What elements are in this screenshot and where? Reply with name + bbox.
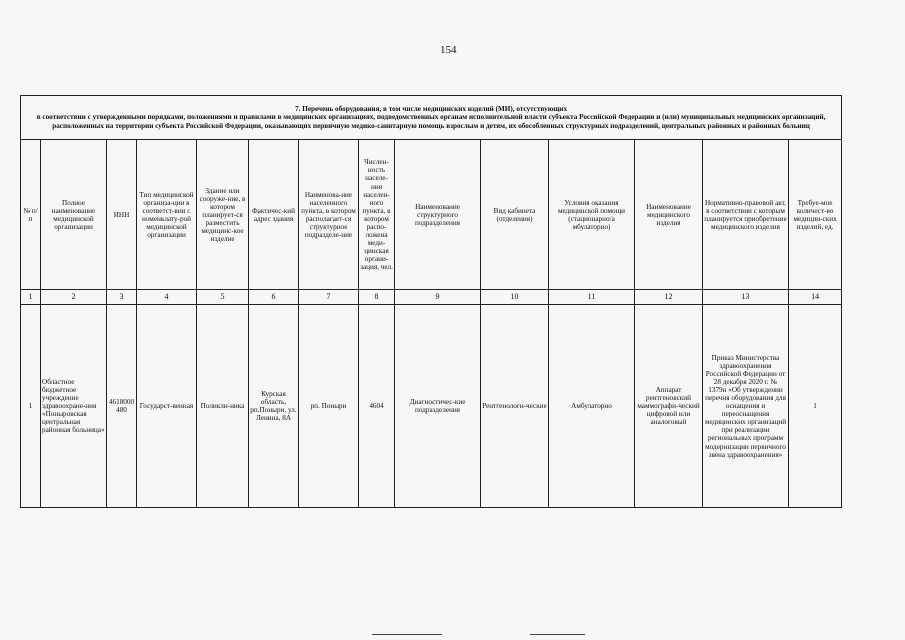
- table-cell: Диагностичес-кие подразделения: [395, 305, 481, 508]
- table-cell: Областное бюджетное учреждение здравоохране-ния «Поныровская центральная районная больница»: [41, 305, 107, 508]
- header-cell: Наименова-ние населенного пункта, в котором располагает-ся структурное подразделе-ние: [299, 140, 359, 290]
- header-cell: Вид кабинета (отделения): [481, 140, 549, 290]
- column-index-cell: 13: [703, 290, 789, 305]
- table-cell: Государст-венная: [137, 305, 197, 508]
- table-row: [21, 305, 842, 508]
- table-cell: Рентгенологи-ческие: [481, 305, 549, 508]
- table-title-line2: в соответствии с утвержденными порядками, положениями и правилами в медицинских организациях, подведомственных органам исполнительной власти субъекта Российской Федерации и (или) муниципальных медицинских организаций, расположенных на территории субъекта Российской Федерации, оказывающих первичную медико-санитарную помощь взрослым и детям, их обособленных структурных подразделений, центральных районных и районных больниц: [36, 113, 826, 130]
- header-cell: Фактичес-кий адрес здания: [249, 140, 299, 290]
- header-cell: № п/п: [21, 140, 41, 290]
- table-title-line1: 7. Перечень оборудования, в том числе медицинских изделий (МИ), отсутствующих: [295, 104, 568, 113]
- scan-mark: [372, 634, 442, 635]
- scan-mark: [530, 634, 585, 635]
- header-cell: Полное наименование медицинской организации: [41, 140, 107, 290]
- table-cell: 1: [789, 305, 842, 508]
- table-cell: Аппарат рентгеновский маммографи-ческий цифровой или аналоговый: [635, 305, 703, 508]
- header-cell: Числен-ность населе-ния населен-ного пункта, в котором распо-ложена меди-цинская органи-зация, чел.: [359, 140, 395, 290]
- header-cell: Наименование медицинского изделия: [635, 140, 703, 290]
- table-cell: Амбулаторно: [549, 305, 635, 508]
- column-index-cell: 5: [197, 290, 249, 305]
- header-cell: Здание или сооруже-ние, в котором планирует-ся разместить медицинс-кое изделие: [197, 140, 249, 290]
- column-index-cell: 6: [249, 290, 299, 305]
- header-cell: Условия оказания медицинской помощи (стационарно/а мбулаторно): [549, 140, 635, 290]
- column-index-cell: 4: [137, 290, 197, 305]
- equipment-table: [20, 95, 842, 508]
- header-cell: ИНН: [107, 140, 137, 290]
- header-cell: Нормативно-правовой акт, в соответствии с которым планируется приобретение медицинского изделия: [703, 140, 789, 290]
- table-cell: рп. Поныри: [299, 305, 359, 508]
- table-cell: 4618000 480: [107, 305, 137, 508]
- column-index-cell: 14: [789, 290, 842, 305]
- column-index-cell: 1: [21, 290, 41, 305]
- table-cell: Курская область, рп.Поныри, ул. Ленина, 8А: [249, 305, 299, 508]
- column-index-cell: 12: [635, 290, 703, 305]
- column-index-cell: 9: [395, 290, 481, 305]
- column-index-cell: 2: [41, 290, 107, 305]
- column-index-cell: 10: [481, 290, 549, 305]
- table-title: [21, 96, 842, 140]
- table-cell: 4604: [359, 305, 395, 508]
- header-cell: Требуе-мое количест-во медицин-ских изделий, ед.: [789, 140, 842, 290]
- page-number: 154: [440, 44, 457, 56]
- column-index-cell: 7: [299, 290, 359, 305]
- column-index-cell: 3: [107, 290, 137, 305]
- column-index-cell: 11: [549, 290, 635, 305]
- table-cell: Приказ Министерства здравоохранения Российской Федерации от 28 декабря 2020 г. № 1379н «Об утверждении перечня оборудования для оснащения и переоснащения медицинских организаций при реализации региональных программ модернизации первичного звена здравоохранения»: [703, 305, 789, 508]
- header-cell: Наименование структурного подразделения: [395, 140, 481, 290]
- table-cell: 1: [21, 305, 41, 508]
- table-cell: Поликли-ника: [197, 305, 249, 508]
- header-cell: Тип медицинской организа-ции в соответст-вии с номенклату-рой медицинской организации: [137, 140, 197, 290]
- column-index-cell: 8: [359, 290, 395, 305]
